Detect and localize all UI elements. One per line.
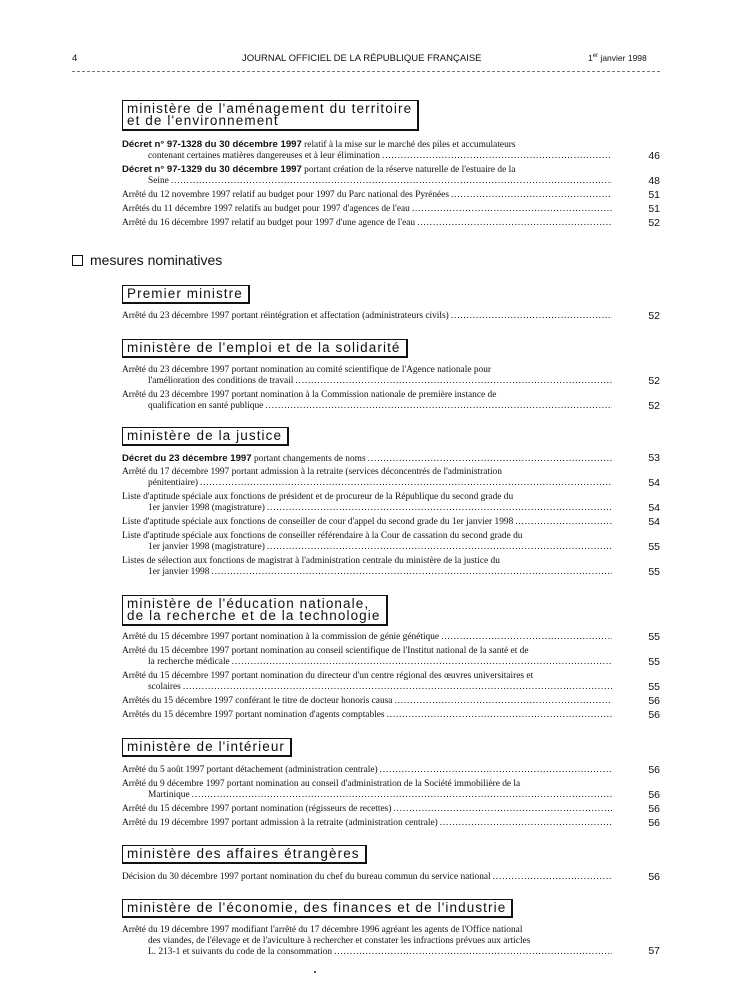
footer-mark: [314, 971, 316, 973]
toc-entry[interactable]: Arrêté du 9 décembre 1997 portant nomination au conseil d'administration de la Société immobilière de la Martinique .....: [122, 779, 612, 801]
toc-entry[interactable]: Liste d'aptitude spéciale aux fonctions de conseiller de cour d'appel du second grade du 1er janvier 1998 .....: [122, 517, 612, 528]
toc-entry[interactable]: Liste d'aptitude spéciale aux fonctions de conseiller référendaire à la Cour de cassation du second grade du 1er janvier 1998 (magistrature) .....: [122, 531, 612, 553]
toc-entry[interactable]: Listes de sélection aux fonctions de magistrat à l'administration centrale du ministère de la justice du 1er janvier 1998 .....: [122, 556, 612, 578]
section-title-education: ministère de l'éducation nationale, de la recherche et de la technologie: [122, 595, 388, 626]
page-ref: 51: [648, 203, 660, 215]
page-ref: 55: [648, 631, 660, 643]
page-ref: 56: [648, 695, 660, 707]
journal-title: JOURNAL OFFICIEL DE LA RÉPUBLIQUE FRANÇAISE: [242, 53, 482, 64]
toc-entry[interactable]: Arrêté du 15 décembre 1997 portant nomination (régisseurs de recettes) .....: [122, 804, 612, 815]
toc-entry[interactable]: Arrêté du 19 décembre 1997 portant admission à la retraite (administration centrale) .....: [122, 818, 612, 829]
toc-entry[interactable]: Arrêté du 23 décembre 1997 portant nomination au comité scientifique de l'Agence nationale pour l'amélioration des conditions de travail .....: [122, 365, 612, 387]
toc-entry[interactable]: Arrêtés du 11 décembre 1997 relatifs au budget pour 1997 d'agences de l'eau .....: [122, 204, 612, 215]
toc-entry[interactable]: Arrêté du 19 décembre 1997 modifiant l'arrêté du 17 décembre 1996 agréant les agents de l'Office national des viandes, de l'élevage et de l'aviculture à rechercher et constater les infractions prévues aux articles L. 213-1 et suivants du code de la consommation .....: [122, 925, 612, 958]
toc-entry[interactable]: Décret n° 97-1328 du 30 décembre 1997 relatif à la mise sur le marché des piles et accumulateurs contenant certaines matières dangereuses et à leur élimination .....: [122, 139, 612, 162]
page-ref: 57: [648, 945, 660, 957]
page-ref: 54: [648, 502, 660, 514]
toc-entry[interactable]: Décret du 23 décembre 1997 portant changements de noms .....: [122, 453, 612, 465]
page-ref: 56: [648, 709, 660, 721]
toc-entry[interactable]: Arrêté du 23 décembre 1997 portant nomination à la Commission nationale de première instance de qualification en santé publique .....: [122, 390, 612, 412]
page-ref: 56: [648, 789, 660, 801]
toc-entry[interactable]: Liste d'aptitude spéciale aux fonctions de président et de procureur de la République du second grade du 1er janvier 1998 (magistrature) .....: [122, 492, 612, 514]
toc-entry[interactable]: Arrêtés du 15 décembre 1997 conférant le titre de docteur honoris causa .....: [122, 696, 612, 707]
page-ref: 56: [648, 803, 660, 815]
toc-entry[interactable]: Arrêté du 17 décembre 1997 portant admission à la retraite (services déconcentrés de l'administration pénitentiaire) .....: [122, 467, 612, 489]
page-ref: 52: [648, 400, 660, 412]
page-ref: 55: [648, 566, 660, 578]
toc-entry[interactable]: Arrêté du 23 décembre 1997 portant réintégration et affectation (administrateurs civils) .....: [122, 311, 612, 322]
section-title-premier-ministre: Premier ministre: [122, 285, 250, 304]
section-title-amenagement: ministère de l'aménagement du territoire et de l'environnement: [122, 100, 419, 131]
toc-entry[interactable]: Arrêté du 15 décembre 1997 portant nomination au conseil scientifique de l'Institut national de la santé et de la recherche médicale .....: [122, 646, 612, 668]
section-title-justice: ministère de la justice: [122, 427, 289, 446]
toc-entry[interactable]: Décret n° 97-1329 du 30 décembre 1997 portant création de la réserve naturelle de l'estuaire de la Seine .....: [122, 164, 612, 187]
toc-entry[interactable]: Arrêté du 15 décembre 1997 portant nomination à la commission de génie génétique .....: [122, 632, 612, 643]
page-ref: 56: [648, 817, 660, 829]
page-ref: 55: [648, 541, 660, 553]
page-ref: 54: [648, 477, 660, 489]
page-number: 4: [72, 53, 78, 64]
page-ref: 51: [648, 189, 660, 201]
section-title-economie: ministère de l'économie, des finances et de l'industrie: [122, 899, 513, 918]
page-ref: 53: [648, 452, 660, 464]
toc-entry[interactable]: Arrêté du 12 novembre 1997 relatif au budget pour 1997 du Parc national des Pyrénées .....: [122, 190, 612, 201]
issue-date: 1er janvier 1998: [588, 53, 647, 63]
toc-entry[interactable]: Arrêtés du 15 décembre 1997 portant nomination d'agents comptables .....: [122, 710, 612, 721]
toc-entry[interactable]: Arrêté du 5 août 1997 portant détachement (administration centrale) .....: [122, 765, 612, 776]
page-ref: 52: [648, 375, 660, 387]
toc-entry[interactable]: Arrêté du 15 décembre 1997 portant nomination du directeur d'un centre régional des œuvres universitaires et scolaires .....: [122, 671, 612, 693]
page-ref: 55: [648, 656, 660, 668]
page-ref: 46: [648, 150, 660, 162]
page-ref: 54: [648, 516, 660, 528]
page-ref: 52: [648, 217, 660, 229]
section-title-interieur: ministère de l'intérieur: [122, 738, 292, 757]
page-ref: 48: [648, 175, 660, 187]
checkbox-square-icon: [72, 255, 83, 266]
page-ref: 56: [648, 871, 660, 883]
page-ref: 55: [648, 681, 660, 693]
section-title-affaires-etrangeres: ministère des affaires étrangères: [122, 845, 367, 864]
page-ref: 56: [648, 764, 660, 776]
header-divider: [72, 71, 660, 72]
mesures-nominatives-heading: mesures nominatives: [72, 252, 222, 268]
section-title-emploi: ministère de l'emploi et de la solidarité: [122, 339, 408, 358]
toc-entry[interactable]: Arrêté du 16 décembre 1997 relatif au budget pour 1997 d'une agence de l'eau .....: [122, 218, 612, 229]
toc-entry[interactable]: Décision du 30 décembre 1997 portant nomination du chef du bureau commun du service national .....: [122, 872, 612, 883]
page-ref: 52: [648, 310, 660, 322]
